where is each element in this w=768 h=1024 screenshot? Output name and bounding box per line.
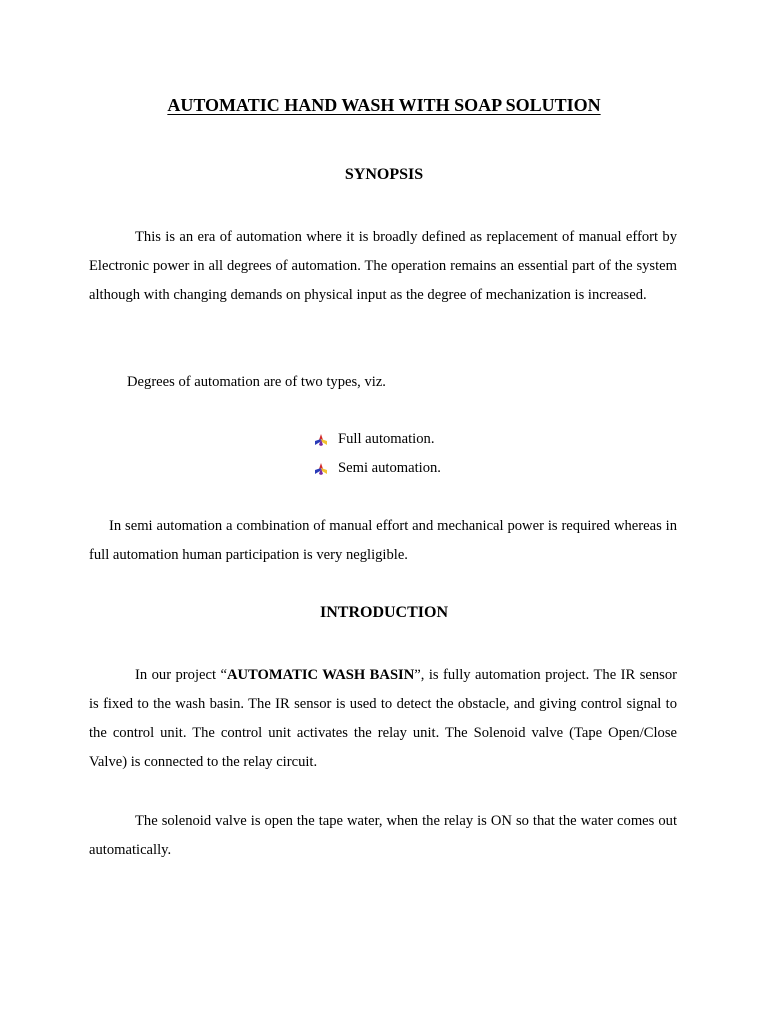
list-item-label: Full automation. — [338, 431, 435, 447]
intro-prefix-text: In our project “ — [135, 667, 227, 683]
synopsis-heading: SYNOPSIS — [344, 166, 424, 183]
intro-suffix-text: ”, is fully automation project. The IR sensor is fixed to the wash basin. The IR sensor is used to detect the obstacle, and giving control signal to the control unit. The control unit activates the relay unit. The Solenoid valve (Tape Open/Close Valve) is connected to the relay circuit. — [89, 667, 677, 770]
introduction-paragraph-2: The solenoid valve is open the tape water, when the relay is ON so that the water comes out automatically. — [89, 813, 677, 858]
automation-types-list — [314, 425, 441, 483]
document-title: AUTOMATIC HAND WASH WITH SOAP SOLUTION — [167, 95, 601, 115]
arrow-bullet-icon — [314, 433, 328, 447]
list-item — [314, 425, 441, 454]
arrow-bullet-icon — [314, 462, 328, 476]
project-name-text: AUTOMATIC WASH BASIN — [226, 667, 415, 683]
synopsis-paragraph-2: Degrees of automation are of two types, viz. — [127, 374, 386, 390]
synopsis-paragraph-1: This is an era of automation where it is broadly defined as replacement of manual effort by Electronic power in all degrees of automation. The operation remains an essential part of the system although with changing demands on physical input as the degree of mechanization is increased. — [89, 229, 677, 303]
list-item — [314, 454, 441, 483]
introduction-heading: INTRODUCTION — [319, 604, 448, 621]
list-item-label: Semi automation. — [338, 460, 441, 476]
synopsis-paragraph-3: In semi automation a combination of manual effort and mechanical power is required whereas in full automation human participation is very negligible. — [89, 518, 677, 563]
introduction-paragraph-1 — [89, 661, 677, 777]
